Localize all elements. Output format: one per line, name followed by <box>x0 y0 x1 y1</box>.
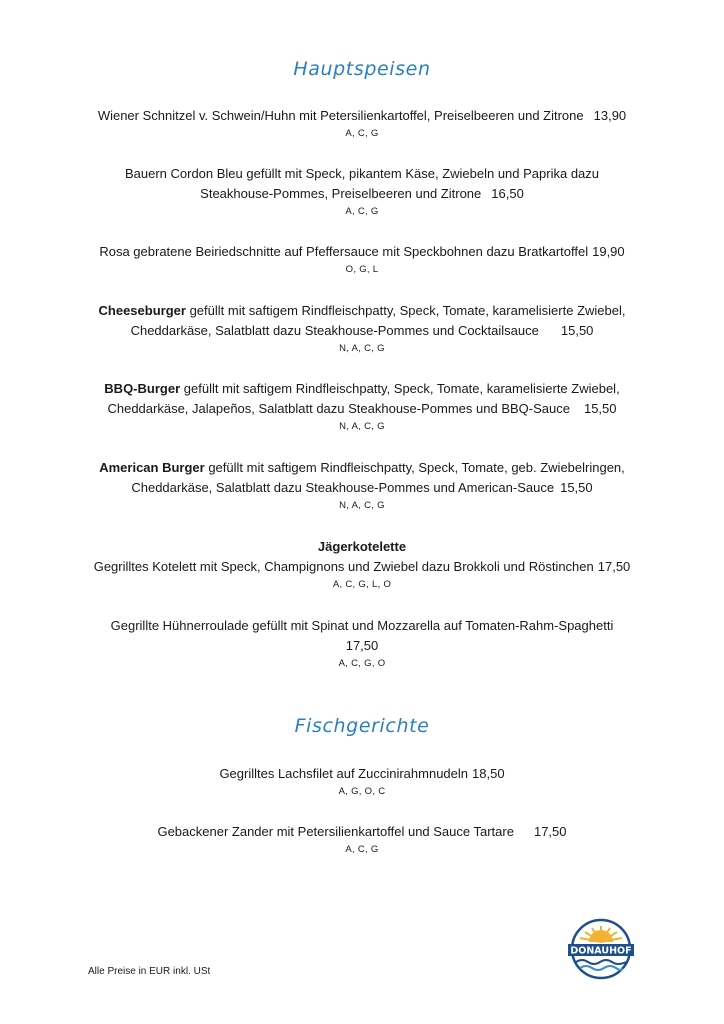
dish-description-line2: Cheddarkäse, Salatblatt dazu Steakhouse-Pommes und American-Sauce <box>131 480 555 495</box>
section-heading-fischgerichte: Fischgerichte <box>294 715 430 737</box>
dish-price: 15,50 <box>560 323 594 338</box>
dish-description: Wiener Schnitzel v. Schwein/Huhn mit Petersilienkartoffel, Preiselbeeren und Zitrone <box>97 108 584 123</box>
dish-price: 15,50 <box>583 401 617 416</box>
dish-item <box>60 106 664 141</box>
dish-allergens: A, C, G <box>345 844 379 855</box>
dish-description-line2: Steakhouse-Pommes, Preiselbeeren und Zitrone <box>200 186 482 201</box>
dish-title: Jägerkotelette <box>317 539 407 554</box>
dish-title: American Burger <box>99 460 205 475</box>
dish-price: 16,50 <box>491 186 524 201</box>
dish-title: Cheeseburger <box>98 303 186 318</box>
dish-allergens: N, A, C, G <box>339 343 385 354</box>
dish-description: Gegrilltes Kotelett mit Speck, Champignons und Zwiebel dazu Brokkoli und Röstinchen <box>93 559 594 574</box>
dish-description: Rosa gebratene Beiriedschnitte auf Pfeffersauce mit Speckbohnen dazu Bratkartoffel <box>99 244 589 259</box>
dish-item <box>60 242 664 277</box>
dish-price: 19,90 <box>592 244 625 259</box>
dish-item <box>60 537 664 592</box>
dish-item <box>60 458 664 513</box>
footer-price-note: Alle Preise in EUR inkl. USt <box>88 966 211 977</box>
dish-allergens: A, C, G <box>345 206 379 217</box>
dish-allergens: N, A, C, G <box>339 500 385 511</box>
dish-allergens: O, G, L <box>345 264 379 275</box>
dish-description-line1: gefüllt mit saftigem Rindfleischpatty, Speck, Tomate, karamelisierte Zwiebel, <box>183 381 620 396</box>
dish-item <box>60 164 664 219</box>
dish-item <box>60 764 664 799</box>
dish-price: 18,50 <box>472 766 505 781</box>
dish-description: Gegrillte Hühnerroulade gefüllt mit Spinat und Mozzarella auf Tomaten-Rahm-Spaghetti <box>110 618 614 633</box>
dish-price: 15,50 <box>560 480 593 495</box>
dish-description-line2: Cheddarkäse, Salatblatt dazu Steakhouse-Pommes und Cocktailsauce <box>130 323 539 338</box>
dish-price: 13,90 <box>593 108 627 123</box>
dish-allergens: A, C, G <box>345 128 379 139</box>
dish-allergens: A, C, G, L, O <box>332 579 392 590</box>
dish-description-line1: gefüllt mit saftigem Rindfleischpatty, Speck, Tomate, karamelisierte Zwiebel, <box>189 303 626 318</box>
logo-text: DONAUHOF <box>570 945 632 957</box>
dish-description-line1: Bauern Cordon Bleu gefüllt mit Speck, pikantem Käse, Zwiebeln und Paprika dazu <box>124 166 600 181</box>
donauhof-logo <box>564 918 638 980</box>
dish-price: 17,50 <box>533 824 567 839</box>
dish-price: 17,50 <box>345 638 379 653</box>
dish-item <box>60 379 664 434</box>
dish-description-line1: gefüllt mit saftigem Rindfleischpatty, Speck, Tomate, geb. Zwiebelringen, <box>208 460 625 475</box>
section-heading-hauptspeisen: Hauptspeisen <box>293 58 431 80</box>
dish-title: BBQ-Burger <box>104 381 181 396</box>
dish-allergens: A, C, G, O <box>338 658 386 669</box>
dish-price: 17,50 <box>597 559 631 574</box>
dish-item <box>60 301 664 356</box>
dish-allergens: N, A, C, G <box>339 421 385 432</box>
dish-description: Gegrilltes Lachsfilet auf Zuccinirahmnudeln <box>219 766 469 781</box>
dish-description-line2: Cheddarkäse, Jalapeños, Salatblatt dazu Steakhouse-Pommes und BBQ-Sauce <box>107 401 570 416</box>
dish-description: Gebackener Zander mit Petersilienkartoffel und Sauce Tartare <box>157 824 514 839</box>
dish-item <box>60 822 664 857</box>
dish-item <box>60 616 664 671</box>
dish-allergens: A, G, O, C <box>338 786 386 797</box>
